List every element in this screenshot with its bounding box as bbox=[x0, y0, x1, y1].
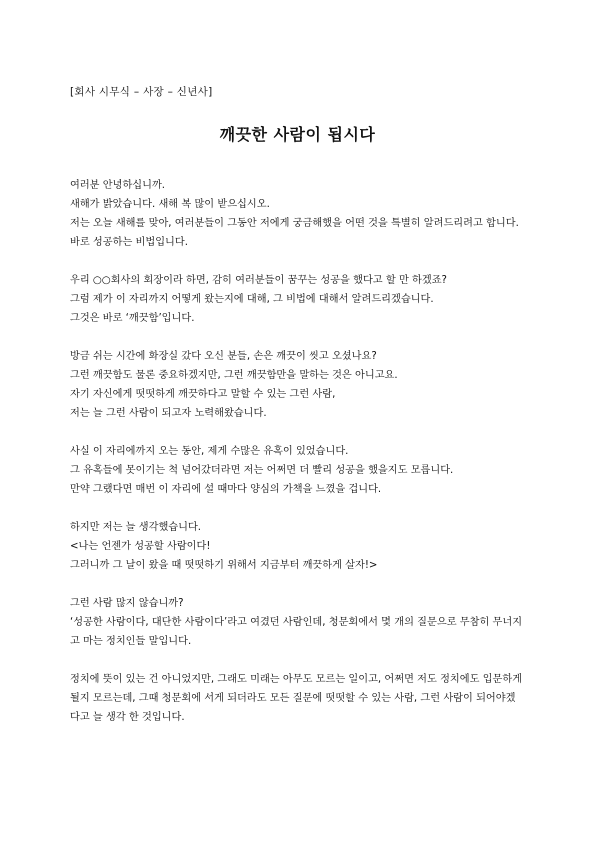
text-line: 새해가 밝았습니다. 새해 복 많이 받으십시오. bbox=[70, 199, 270, 210]
text-line: 여러분 안녕하십니까. bbox=[70, 180, 166, 191]
text-line: 그런 사람 많지 않습니까? bbox=[70, 598, 184, 609]
paragraph-7 bbox=[70, 670, 525, 727]
text-line: 그런 깨끗함도 물론 중요하겠지만, 그런 깨끗함만을 말하는 것은 아니고요. bbox=[70, 370, 398, 381]
paragraph-2 bbox=[70, 271, 525, 328]
text-line: 방금 쉬는 시간에 화장실 갔다 오신 분들, 손은 깨끗이 씻고 오셨나요? bbox=[70, 351, 377, 362]
text-line: 우리 ○○회사의 회장이라 하면, 감히 여러분들이 꿈꾸는 성공을 했다고 할 만 하겠죠? bbox=[70, 275, 447, 286]
text-line: 그것은 바로 ‘깨끗함’입니다. bbox=[70, 313, 195, 324]
text-line: 만약 그랬다면 매번 이 자리에 설 때마다 양심의 가책을 느꼈을 겁니다. bbox=[70, 484, 382, 495]
speech-body bbox=[70, 176, 525, 746]
text-line: 바로 성공하는 비법입니다. bbox=[70, 237, 188, 248]
paragraph-4 bbox=[70, 442, 525, 499]
paragraph-1 bbox=[70, 176, 525, 252]
text-line: 저는 늘 그런 사람이 되고자 노력해왔습니다. bbox=[70, 408, 267, 419]
text-line: 그 유혹들에 못이기는 척 넘어갔더라면 저는 어쩌면 더 빨리 성공을 했을지도 모릅니다. bbox=[70, 465, 454, 476]
text-line: 그럼 제가 이 자리까지 어떻게 왔는지에 대해, 그 비법에 대해서 알려드리겠습니다. bbox=[70, 294, 434, 305]
paragraph-6 bbox=[70, 594, 525, 651]
text-line: 그러니까 그 날이 왔을 때 떳떳하기 위해서 지금부터 깨끗하게 살자!> bbox=[70, 560, 378, 571]
text-line: <나는 언젠가 성공할 사람이다! bbox=[70, 541, 211, 552]
text-line: 사실 이 자리에까지 오는 동안, 제게 수많은 유혹이 있었습니다. bbox=[70, 446, 349, 457]
text-line: 자기 자신에게 떳떳하게 깨끗하다고 말할 수 있는 그런 사람, bbox=[70, 389, 336, 400]
text-line: 저는 오늘 새해를 맞아, 여러분들이 그동안 저에게 궁금해했을 어떤 것을 특별히 알려드리려고 합니다. bbox=[70, 218, 519, 229]
text-line: 정치에 뜻이 있는 건 아니었지만, 그래도 미래는 아무도 모르는 일이고, 어쩌면 저도 정치에도 입문하게 될지 모르는데, 그때 청문회에 서게 되더라도 모든 질문에 떳떳할 수 있는 사람, 그런 사람이 되어야겠다고 늘 생각 한 것입니다. bbox=[70, 674, 523, 723]
text-line: 하지만 저는 늘 생각했습니다. bbox=[70, 522, 202, 533]
header-tag: [회사 시무식 – 사장 – 신년사] bbox=[70, 86, 213, 98]
paragraph-5 bbox=[70, 518, 525, 575]
paragraph-3 bbox=[70, 347, 525, 423]
page-title: 깨끗한 사람이 됩시다 bbox=[219, 125, 376, 144]
text-line: ‘성공한 사람이다, 대단한 사람이다’라고 여겼던 사람인데, 청문회에서 몇 개의 질문으로 무참히 무너지고 마는 정치인들 말입니다. bbox=[70, 617, 523, 647]
